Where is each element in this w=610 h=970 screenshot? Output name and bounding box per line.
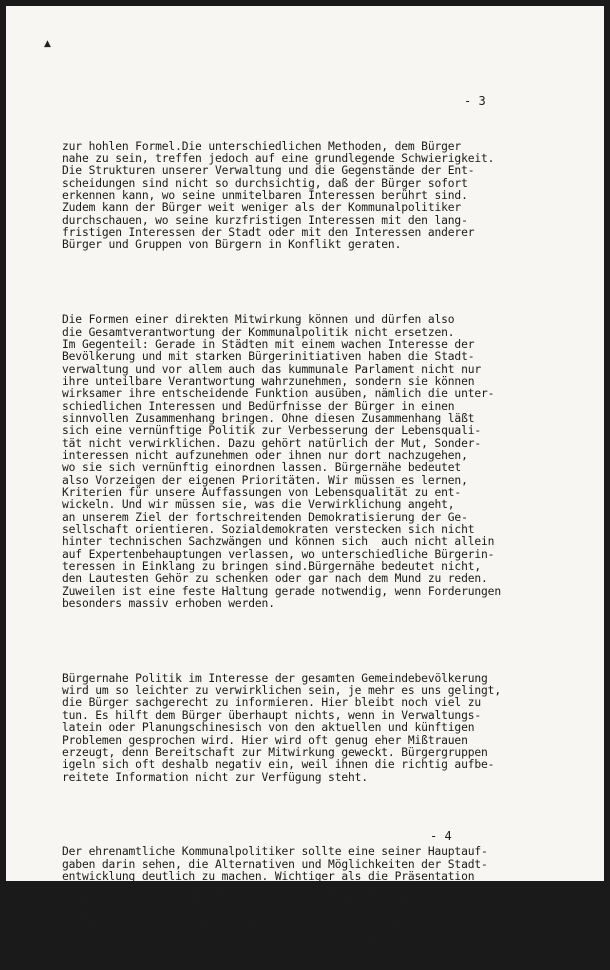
text-line: Kriterien für unsere Auffassungen von Lebensqualität zu ent-: [62, 485, 462, 499]
text-line: zur hohlen Formel.Die unterschiedlichen Methoden, dem Bürger: [62, 139, 462, 153]
text-line: nahe zu sein, treffen jedoch auf eine grundlegende Schwierigkeit.: [62, 152, 495, 166]
text-line: die Gesamtverantwortung der Kommunalpolitik nicht ersetzen.: [62, 325, 455, 339]
paragraph-3: [62, 673, 562, 784]
text-line: Im Gegenteil: Gerade in Städten mit einem wachen Interesse der: [62, 337, 475, 351]
text-line: die Bürger sachgerecht zu informieren. Hier bleibt noch viel zu: [62, 696, 482, 710]
text-line: gaben darin sehen, die Alternativen und Möglichkeiten der Stadt-: [62, 857, 488, 871]
text-line: Bürger und Gruppen von Bürgern in Konflikt geraten.: [62, 238, 402, 252]
text-line: wo sie sich vernünftig einordnen lassen. Bürgernähe bedeutet: [62, 461, 462, 475]
page-number-bottom: - 4: [430, 829, 452, 843]
text-line: über Interessen und Bedürfnisse, über technische und finanzielle: [62, 894, 488, 908]
text-line: an unserem Ziel der fortschreitenden Demokratisierung der Ge-: [62, 510, 468, 524]
text-line: fristigen Interessen der Stadt oder mit den Interessen anderer: [62, 226, 475, 240]
text-line: Problemen gesprochen wird. Hier wird oft genug eher Mißtrauen: [62, 733, 468, 747]
text-line: wirksamer ihre entscheidende Funktion ausüben, nämlich die unter-: [62, 387, 495, 401]
text-line: hinter technischen Sachzwängen und können sich auch nicht allein: [62, 535, 495, 549]
paragraph-1: [62, 141, 562, 252]
text-line: erzeugt, denn Bereitschaft zur Mitwirkung geweckt. Bürgergruppen: [62, 745, 488, 759]
text-line: wickeln. Und wir müssen sie, was die Verwirklichung angeht,: [62, 498, 455, 512]
text-line: scheidungen sind nicht so durchsichtig, daß der Bürger sofort: [62, 176, 468, 190]
paragraph-2: [62, 314, 562, 610]
text-line: igeln sich oft deshalb negativ ein, weil ihnen die richtig aufbe-: [62, 758, 495, 772]
document-page: [6, 6, 604, 945]
text-line: sinnvollen Zusammenhang bringen. Ohne diesen Zusammenhang läßt: [62, 411, 475, 425]
text-line: schiedlichen Interessen und Bedürfnisse der Bürger in einen: [62, 399, 455, 413]
body-text: [62, 116, 562, 970]
text-line: Bürgernahe Politik im Interesse der gesamten Gemeindebevölkerung: [62, 671, 488, 685]
text-line: wird um so leichter zu verwirklichen sein, je mehr es uns gelingt,: [62, 684, 501, 698]
paragraph-4: [62, 846, 562, 945]
text-line: interessen nicht aufzunehmen oder ihnen nur dort nachzugehen,: [62, 448, 468, 462]
text-line: entwicklung deutlich zu machen. Wichtiger als die Präsentation: [62, 869, 475, 883]
text-line: erkennen kann, wo seine unmitelbaren Interessen berührt sind.: [62, 189, 468, 203]
text-line: Die Strukturen unserer Verwaltung und die Gegenstände der Ent-: [62, 164, 475, 178]
text-line: tun. Es hilft dem Bürger überhaupt nichts, wenn in Verwaltungs-: [62, 708, 482, 722]
page-number-top: - 3: [464, 94, 486, 108]
text-line: kannt: Der Bürgerstaat, der demokratische Staat ist nie bequem!: [62, 919, 482, 933]
text-line: Möglichkeiten. Das alles ist nicht bequem. Meine Auffassung ist be-: [62, 906, 508, 920]
text-line: den Lautesten Gehör zu schenken oder gar nach dem Mund zu reden.: [62, 572, 488, 586]
text-line: sellschaft orientieren. Sozialdemokraten verstecken sich nicht: [62, 523, 475, 536]
text-line: ihre unteilbare Verantwortung wahrzunehmen, sondern sie können: [62, 374, 475, 388]
corner-mark-icon: ▲: [44, 39, 51, 49]
text-line: latein oder Planungschinesisch von den aktuellen und künftigen: [62, 721, 475, 735]
text-line: Bevölkerung und mit starken Bürgerinitiativen haben die Stadt-: [62, 350, 475, 364]
text-line: Das gilt erst recht für eine demokratische, bürgernahe Kommunal-: [62, 931, 488, 945]
text-line: sich eine vernünftige Politik zur Verbesserung der Lebensquali-: [62, 424, 482, 438]
text-line: verwaltung und vor allem auch das kummunale Parlament nicht nur: [62, 362, 482, 376]
text-line: Die Formen einer direkten Mitwirkung können und dürfen also: [62, 313, 455, 327]
text-line: tät nicht verwirklichen. Dazu gehört natürlich der Mut, Sonder-: [62, 436, 482, 450]
text-line: besonders massiv erhoben werden.: [62, 597, 275, 611]
text-line: durchschauen, wo seine kurzfristigen Interessen mit den lang-: [62, 213, 468, 227]
text-line: Der ehrenamtliche Kommunalpolitiker sollte eine seiner Hauptauf-: [62, 845, 488, 859]
text-line: Zuweilen ist eine feste Haltung gerade notwendig, wenn Forderungen: [62, 584, 501, 598]
text-line: auf Expertenbehauptungen verlassen, wo unterschiedliche Bürgerin-: [62, 547, 495, 561]
text-line: reitete Information nicht zur Verfügung steht.: [62, 770, 368, 784]
text-line: Zudem kann der Bürger weit weniger als der Kommunalpolitiker: [62, 201, 462, 215]
text-line: also Vorzeigen der eigenen Prioritäten. Wir müssen es lernen,: [62, 473, 468, 487]
text-line: vorgefertigter Politik ist ein Wechselspiel der Verständigung: [62, 882, 468, 896]
text-line: teressen in Einklang zu bringen sind.Bürgernähe bedeutet nicht,: [62, 560, 482, 574]
